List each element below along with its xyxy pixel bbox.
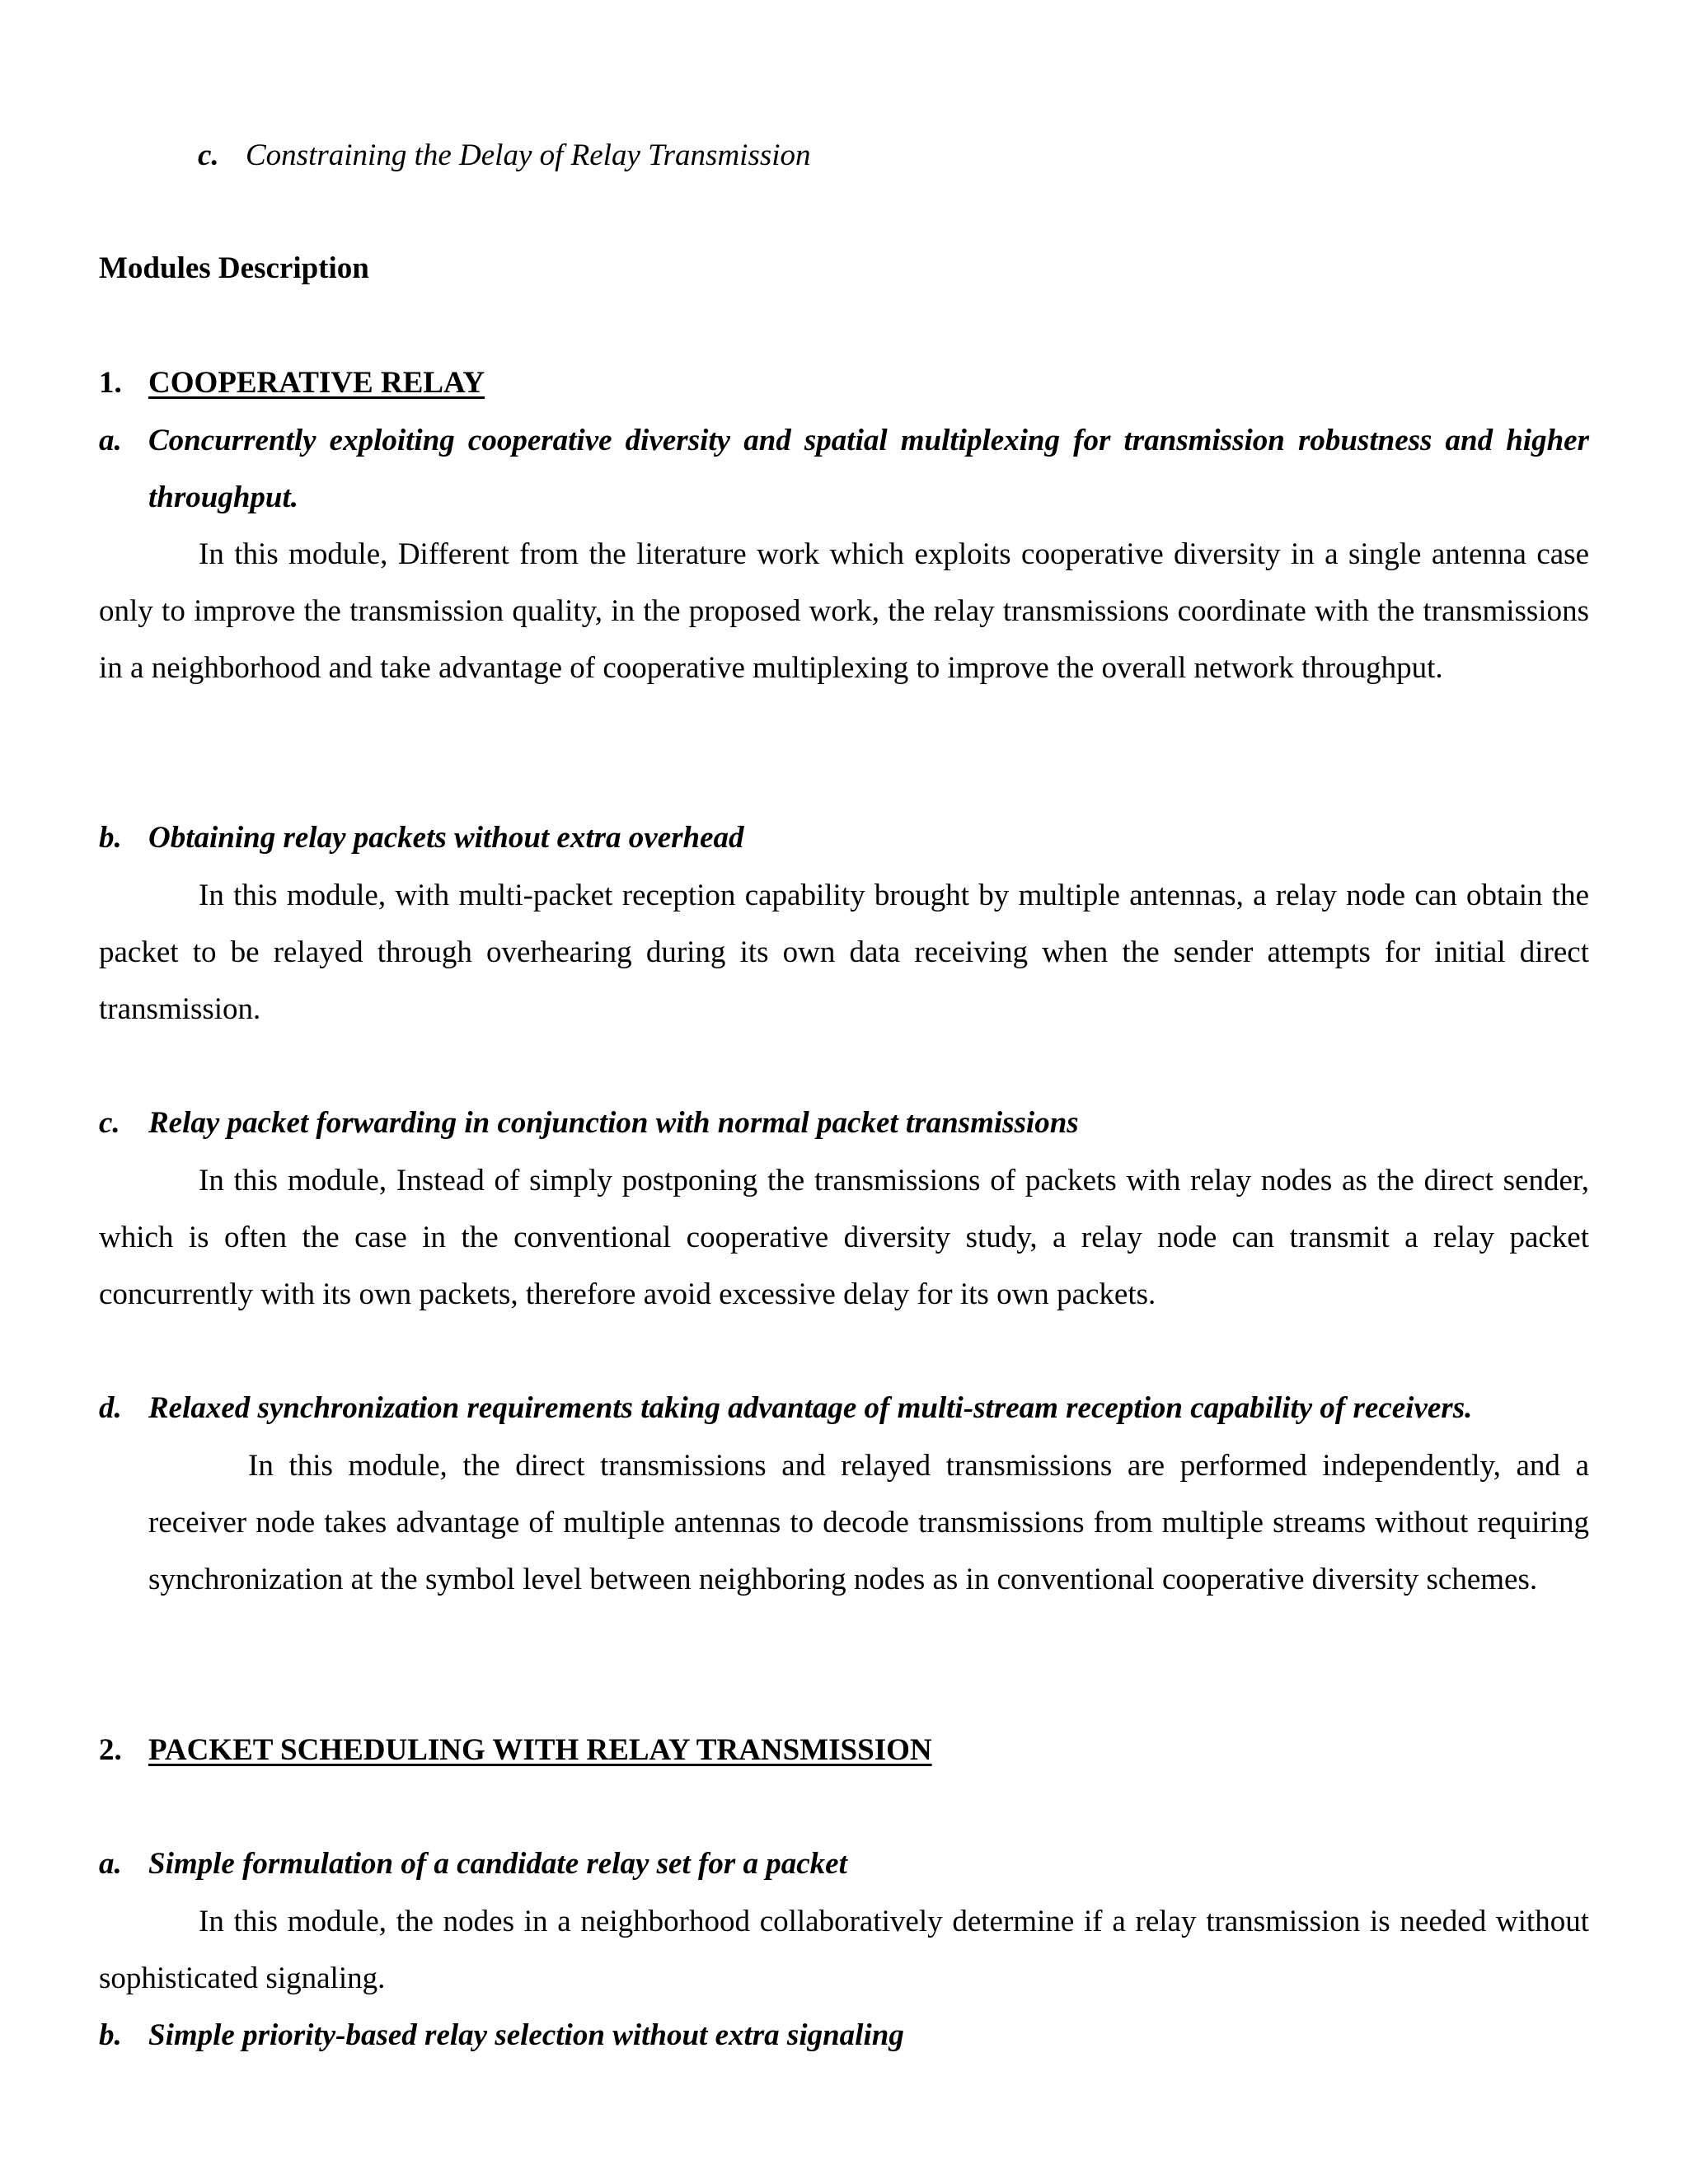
module2-item-a-body: In this module, the nodes in a neighborhood collaboratively determine if a relay transmission is needed without sophisticated signaling. (99, 1905, 1589, 1995)
module1-number: 1. (99, 366, 122, 400)
module1-item-b-heading (99, 823, 744, 853)
module1-title: COOPERATIVE RELAY (148, 366, 485, 400)
module1-item-c-body: In this module, Instead of simply postponing the transmissions of packets with relay nodes as the direct sender, which is often the case in the conventional cooperative diversity study, a relay node can transmit a relay packet concurrently with its own packets, therefore avoid excessive delay for its own packets. (99, 1164, 1589, 1311)
module2-heading (99, 1735, 932, 1765)
module1-item-a-heading-text: Concurrently exploiting cooperative diversity and spatial multiplexing for transmission robustness and higher throughput. (148, 424, 1589, 514)
module2-item-a-heading-text: Simple formulation of a candidate relay set for a packet (148, 1847, 847, 1881)
top-item-label: c. (198, 138, 219, 172)
module1-item-d-heading (99, 1393, 1472, 1423)
module2-item-b-label: b. (99, 2018, 122, 2052)
module2-number: 2. (99, 1733, 122, 1767)
module2-title: PACKET SCHEDULING WITH RELAY TRANSMISSION (148, 1733, 932, 1767)
module1-item-a-heading (99, 412, 1589, 526)
module1-item-b-label: b. (99, 821, 122, 855)
module2-item-a-label: a. (99, 1847, 122, 1881)
module1-item-c-heading (99, 1108, 1079, 1138)
module2-item-b-heading (99, 2020, 904, 2050)
module1-item-a-body: In this module, Different from the literature work which exploits cooperative diversity in a single antenna case only to improve the transmission quality, in the proposed work, the relay transmissions coordinate with the transmissions in a neighborhood and take advantage of cooperative multiplexing to improve the overall network throughput. (99, 537, 1589, 685)
module1-heading (99, 368, 485, 398)
module1-item-b-body: In this module, with multi-packet reception capability brought by multiple antennas, a relay node can obtain the packet to be relayed through overhearing during its own data receiving when the sender attempts for initial direct transmission. (99, 879, 1589, 1026)
module1-item-c-heading-text: Relay packet forwarding in conjunction with normal packet transmissions (148, 1106, 1079, 1140)
section-heading: Modules Description (99, 251, 369, 285)
module2-item-a-heading (99, 1849, 847, 1879)
module1-item-b-heading-text: Obtaining relay packets without extra overhead (148, 821, 744, 855)
module1-item-a-label: a. (99, 424, 122, 457)
top-item (198, 140, 811, 171)
module2-item-b-heading-text: Simple priority-based relay selection without extra signaling (148, 2018, 904, 2052)
module1-item-c-label: c. (99, 1106, 120, 1140)
top-item-text: Constraining the Delay of Relay Transmission (246, 138, 811, 172)
module1-item-d-label: d. (99, 1391, 122, 1425)
module1-item-d-heading-text: Relaxed synchronization requirements taking advantage of multi-stream reception capability of receivers. (148, 1391, 1473, 1425)
module1-item-d-body: In this module, the direct transmissions and relayed transmissions are performed independently, and a receiver node takes advantage of multiple antennas to decode transmissions from multiple streams without requiring synchronization at the symbol level between neighboring nodes as in conventional cooperative diversity schemes. (148, 1449, 1589, 1596)
